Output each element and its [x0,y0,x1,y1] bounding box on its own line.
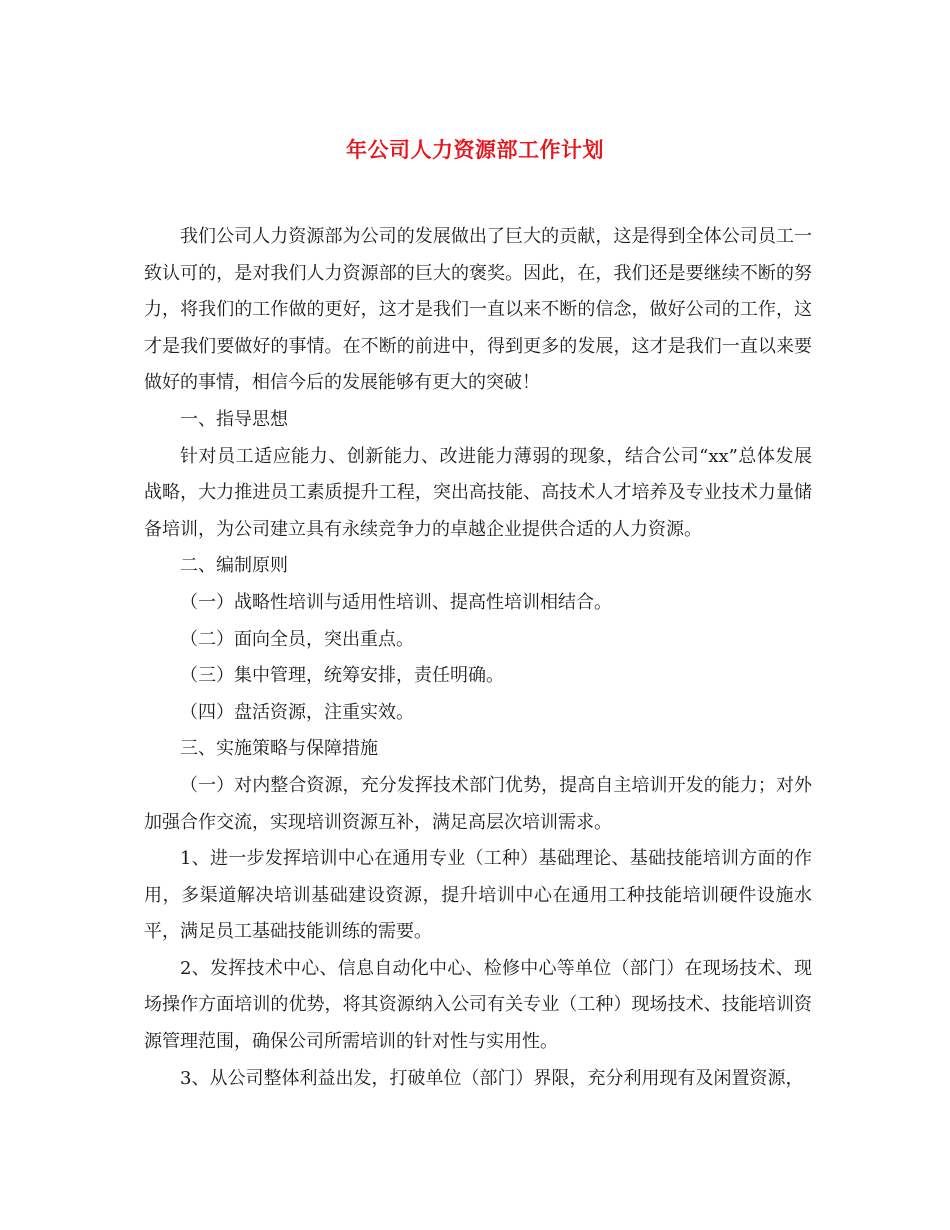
section-heading-principles: 二、编制原则 [180,555,288,577]
strategy-point-3: 3、从公司整体利益出发，打破单位（部门）界限，充分利用现有及闲置资源， [180,1067,804,1089]
section-heading-guiding-ideology: 一、指导思想 [180,408,288,430]
paragraph-guiding-ideology: 针对员工适应能力、创新能力、改进能力薄弱的现象，结合公司“xx”总体发展战略，大力推进员工素质提升工程，突出高技能、高技术人才培养及专业技术力量储备培训，为公司建立具有永续竞争力的卓越企业提供合适的人力资源。 [144,445,812,540]
document-title: 年公司人力资源部工作计划 [346,137,604,162]
principle-item-1: （一）战略性培训与适用性培训、提高性培训相结合。 [180,591,612,613]
strategy-item-1: （一）对内整合资源，充分发挥技术部门优势，提高自主培训开发的能力；对外加强合作交流，实现培训资源互补，满足高层次培训需求。 [144,774,812,833]
section-heading-strategy: 三、实施策略与保障措施 [180,738,378,760]
principle-item-4: （四）盘活资源，注重实效。 [180,701,414,723]
strategy-point-2: 2、发挥技术中心、信息自动化中心、检修中心等单位（部门）在现场技术、现场操作方面培训的优势，将其资源纳入公司有关专业（工种）现场技术、技能培训资源管理范围，确保公司所需培训的针对性与实用性。 [144,957,812,1053]
principle-item-2: （二）面向全员，突出重点。 [180,628,414,650]
strategy-point-1: 1、进一步发挥培训中心在通用专业（工种）基础理论、基础技能培训方面的作用，多渠道解决培训基础建设资源，提升培训中心在通用工种技能培训硬件设施水平，满足员工基础技能训练的需要。 [144,848,812,943]
principle-item-3: （三）集中管理，统筹安排，责任明确。 [180,665,504,687]
paragraph-intro: 我们公司人力资源部为公司的发展做出了巨大的贡献，这是得到全体公司员工一致认可的，是对我们人力资源部的巨大的褒奖。因此，在，我们还是要继续不断的努力，将我们的工作做的更好，这才是我们一直以来不断的信念，做好公司的工作，这才是我们要做好的事情。在不断的前进中，得到更多的发展，这才是我们一直以来要做好的事情，相信今后的发展能够有更大的突破！ [144,226,812,394]
document-body [144,219,812,1097]
